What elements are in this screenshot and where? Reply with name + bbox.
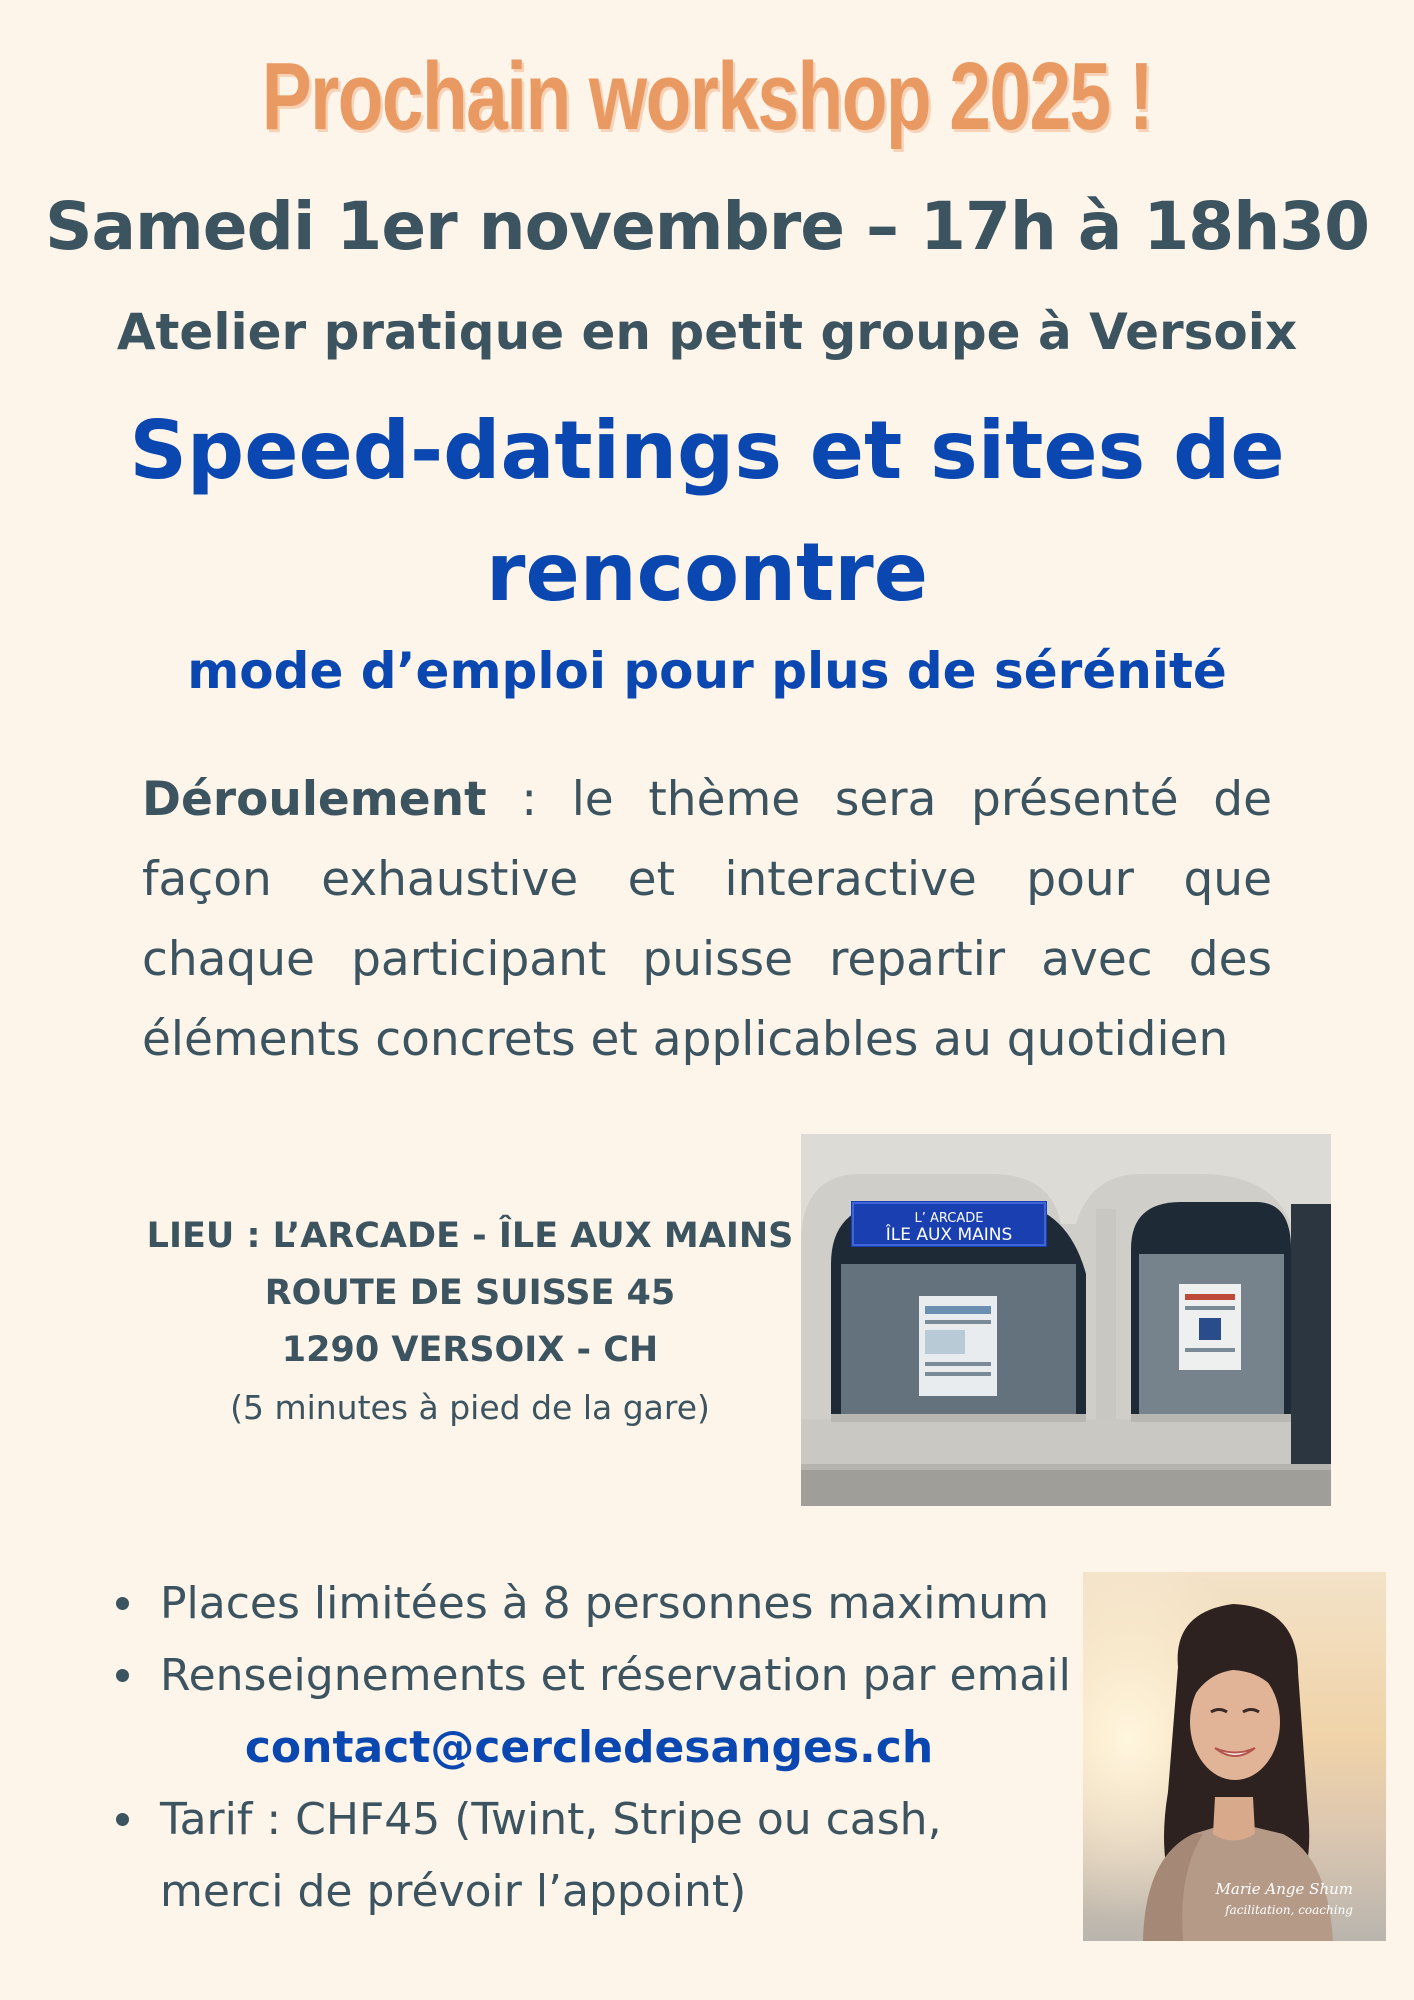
deroulement-text: : le thème sera présenté de façon exhaustive et interactive pour que chaque participant puisse repartir avec des éléments concrets et applicables au quotidien [142, 772, 1272, 1067]
bullet-icon [116, 1669, 129, 1682]
venue-sign-line1: L’ ARCADE [914, 1211, 984, 1226]
page-title: Prochain workshop 2025 ! [261, 43, 1153, 150]
venue-photo [801, 1134, 1331, 1506]
list-item [108, 1568, 1088, 1640]
portrait-signature-name: Marie Ange Shum [1215, 1880, 1353, 1898]
tarif-text-line2: merci de prévoir l’appoint) [160, 1866, 747, 1917]
venue-city: 1290 VERSOIX - CH [281, 1330, 659, 1370]
event-description: Atelier pratique en petit groupe à Versoix [116, 303, 1298, 361]
list-item [108, 1640, 1088, 1784]
venue-address [130, 1208, 810, 1436]
theme-title-line2: rencontre [486, 526, 928, 619]
tarif-text-line1: Tarif : CHF45 (Twint, Stripe ou cash, [160, 1794, 942, 1845]
event-date: Samedi 1er novembre – 17h à 18h30 [44, 188, 1370, 265]
venue-name: LIEU : L’ARCADE - ÎLE AUX MAINS [146, 1216, 794, 1256]
info-list [108, 1568, 1088, 1928]
venue-sign-line2: ÎLE AUX MAINS [885, 1225, 1013, 1245]
list-item [108, 1784, 1088, 1928]
portrait-photo [1083, 1572, 1386, 1941]
theme-subtitle: mode d’emploi pour plus de sérénité [187, 642, 1227, 700]
contact-email-link[interactable]: contact@cercledesanges.ch [244, 1722, 934, 1773]
portrait-signature-role: facilitation, coaching [1225, 1903, 1353, 1917]
venue-note: (5 minutes à pied de la gare) [230, 1388, 710, 1427]
bullet-icon [116, 1813, 129, 1826]
deroulement-paragraph [142, 760, 1272, 1080]
venue-street: ROUTE DE SUISSE 45 [264, 1273, 676, 1313]
theme-title-line1: Speed-datings et sites de [129, 404, 1285, 497]
deroulement-label: Déroulement [142, 772, 487, 827]
bullet-icon [116, 1597, 129, 1610]
places-text: Places limitées à 8 personnes maximum [160, 1578, 1050, 1629]
reservation-text: Renseignements et réservation par email [160, 1650, 1071, 1701]
